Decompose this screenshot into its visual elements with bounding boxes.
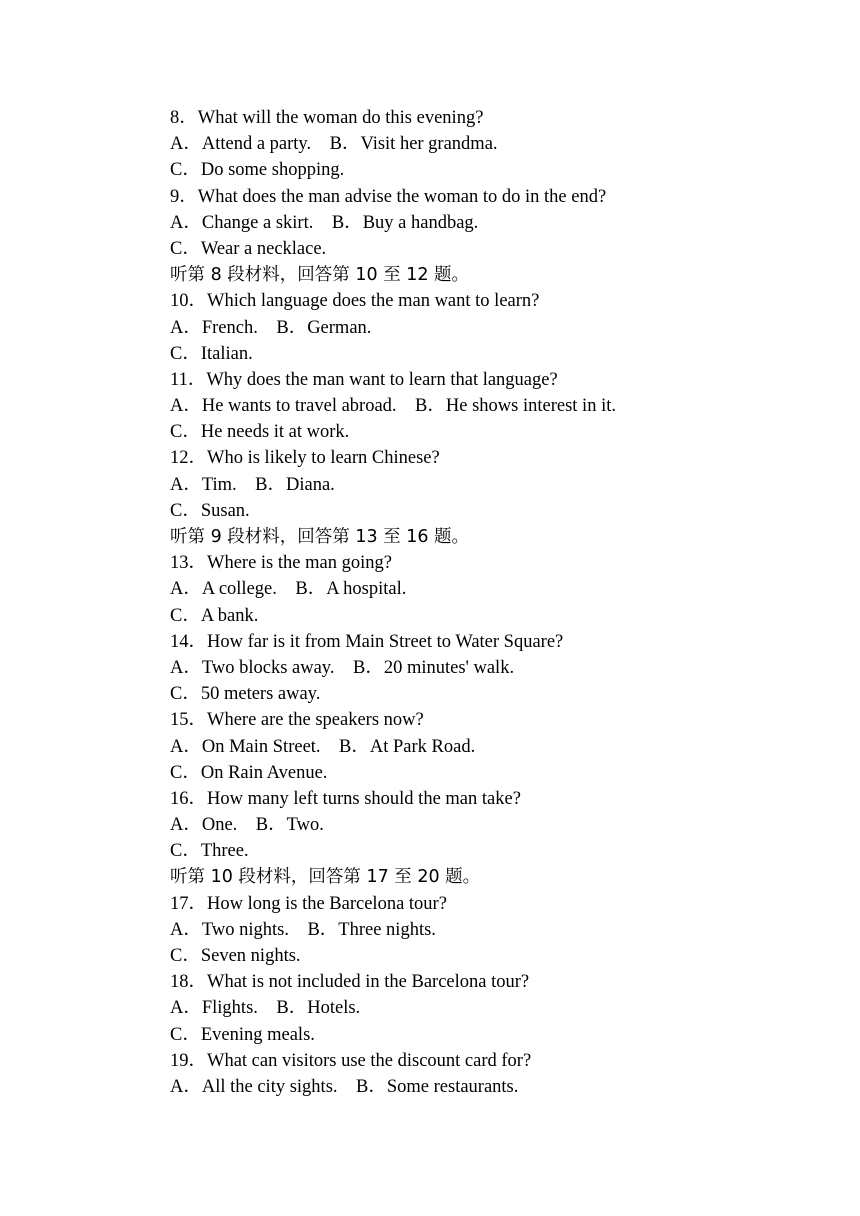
question-12-option-c: C．Susan.	[170, 500, 250, 521]
question-10: 10．Which language does the man want to learn?	[170, 291, 540, 312]
question-12: 12．Who is likely to learn Chinese?	[170, 448, 440, 469]
question-12-options-ab: A．Tim. B．Diana.	[170, 474, 335, 495]
question-9: 9．What does the man advise the woman to do in the end?	[170, 186, 607, 207]
question-15-options-ab: A．On Main Street. B．At Park Road.	[170, 736, 476, 757]
question-8: 8．What will the woman do this evening?	[170, 108, 484, 128]
question-11: 11．Why does the man want to learn that language?	[170, 369, 558, 390]
question-14-options-ab: A．Two blocks away. B．20 minutes' walk.	[170, 657, 515, 678]
question-10-options-ab: A．French. B．German.	[170, 317, 372, 338]
question-18: 18．What is not included in the Barcelona tour?	[170, 972, 530, 993]
question-15: 15．Where are the speakers now?	[170, 710, 424, 731]
question-18-options-ab: A．Flights. B．Hotels.	[170, 998, 361, 1019]
question-13-options-ab: A．A college. B．A hospital.	[170, 579, 407, 600]
question-13-option-c: C．A bank.	[170, 605, 259, 626]
document-page	[170, 105, 790, 1100]
question-17-option-c: C．Seven nights.	[170, 946, 301, 966]
question-15-option-c: C．On Rain Avenue.	[170, 762, 328, 783]
question-16: 16．How many left turns should the man take?	[170, 788, 521, 809]
question-8-options-ab: A．Attend a party. B．Visit her grandma.	[170, 134, 498, 155]
question-9-option-c: C．Wear a necklace.	[170, 238, 327, 259]
question-13: 13．Where is the man going?	[170, 553, 392, 574]
question-9-options-ab: A．Change a skirt. B．Buy a handbag.	[170, 212, 479, 233]
section-header-9: 听第 9 段材料，回答第 13 至 16 题。	[170, 527, 470, 547]
question-19: 19．What can visitors use the discount card for?	[170, 1050, 532, 1071]
question-8-option-c: C．Do some shopping.	[170, 160, 345, 181]
question-18-option-c: C．Evening meals.	[170, 1024, 315, 1045]
question-19-options-ab: A．All the city sights. B．Some restaurants.	[170, 1076, 519, 1097]
section-header-8: 听第 8 段材料，回答第 10 至 12 题。	[170, 265, 470, 286]
question-16-options-ab: A．One. B．Two.	[170, 815, 324, 836]
question-14: 14．How far is it from Main Street to Water Square?	[170, 631, 564, 652]
question-14-option-c: C．50 meters away.	[170, 684, 321, 705]
question-16-option-c: C．Three.	[170, 841, 249, 862]
question-11-options-ab: A．He wants to travel abroad. B．He shows interest in it.	[170, 396, 616, 417]
question-10-option-c: C．Italian.	[170, 343, 253, 364]
question-11-option-c: C．He needs it at work.	[170, 422, 350, 443]
question-17-options-ab: A．Two nights. B．Three nights.	[170, 919, 436, 940]
section-header-10: 听第 10 段材料，回答第 17 至 20 题。	[170, 867, 481, 888]
question-17: 17．How long is the Barcelona tour?	[170, 893, 447, 914]
